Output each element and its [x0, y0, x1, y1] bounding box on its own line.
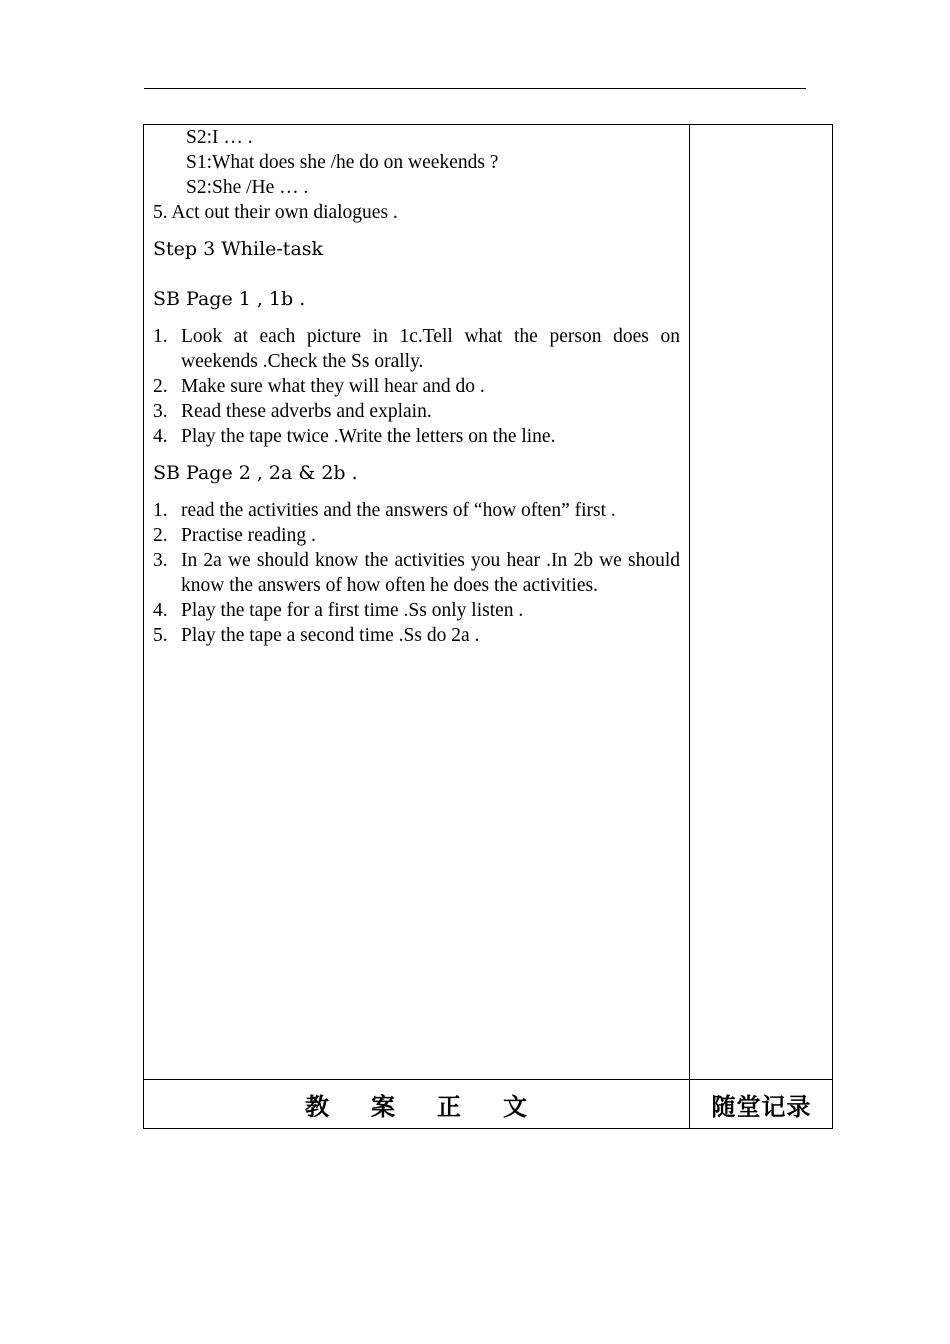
- label-char: 文: [503, 1092, 527, 1121]
- list-item: 2. Practise reading .: [153, 525, 316, 546]
- column-divider: [689, 124, 690, 1129]
- list-item: 2. Make sure what they will hear and do .: [153, 376, 485, 397]
- list-item: 1. read the activities and the answers of “how often” first .: [153, 500, 616, 521]
- dialogue-line: S2:I … .: [186, 127, 253, 148]
- section-2a2b-list: [153, 498, 680, 648]
- section-1b-heading: SB Page 1 , 1b .: [153, 288, 306, 310]
- list-item: 1. Look at each picture in 1c.Tell what the person does on weekends .Check the Ss orally.: [153, 326, 680, 372]
- list-item: 5. Play the tape a second time .Ss do 2a .: [153, 625, 480, 646]
- header-rule: [144, 88, 806, 89]
- label-char: 案: [371, 1092, 395, 1121]
- dialogue-line: S2:She /He … .: [186, 177, 309, 198]
- class-notes-label: 随堂记录: [711, 1092, 812, 1121]
- lesson-content-cell: [153, 125, 680, 648]
- list-item: 3. Read these adverbs and explain.: [153, 401, 432, 422]
- label-char: 教: [305, 1092, 329, 1121]
- lesson-body-label: [143, 1080, 689, 1129]
- dialogue-line: S1:What does she /he do on weekends ?: [186, 152, 499, 173]
- list-item: 4. Play the tape twice .Write the letters on the line.: [153, 426, 556, 447]
- list-item: 4. Play the tape for a first time .Ss only listen .: [153, 600, 524, 621]
- section-1b-list: [153, 324, 680, 449]
- list-item: 3. In 2a we should know the activities you hear .In 2b we should know the answers of how often he does the activities.: [153, 550, 680, 596]
- label-char: 正: [437, 1092, 461, 1121]
- act-out-step: 5. Act out their own dialogues .: [153, 202, 398, 223]
- step3-heading: Step 3 While-task: [153, 238, 324, 260]
- section-2a2b-heading: SB Page 2 , 2a & 2b .: [153, 462, 358, 484]
